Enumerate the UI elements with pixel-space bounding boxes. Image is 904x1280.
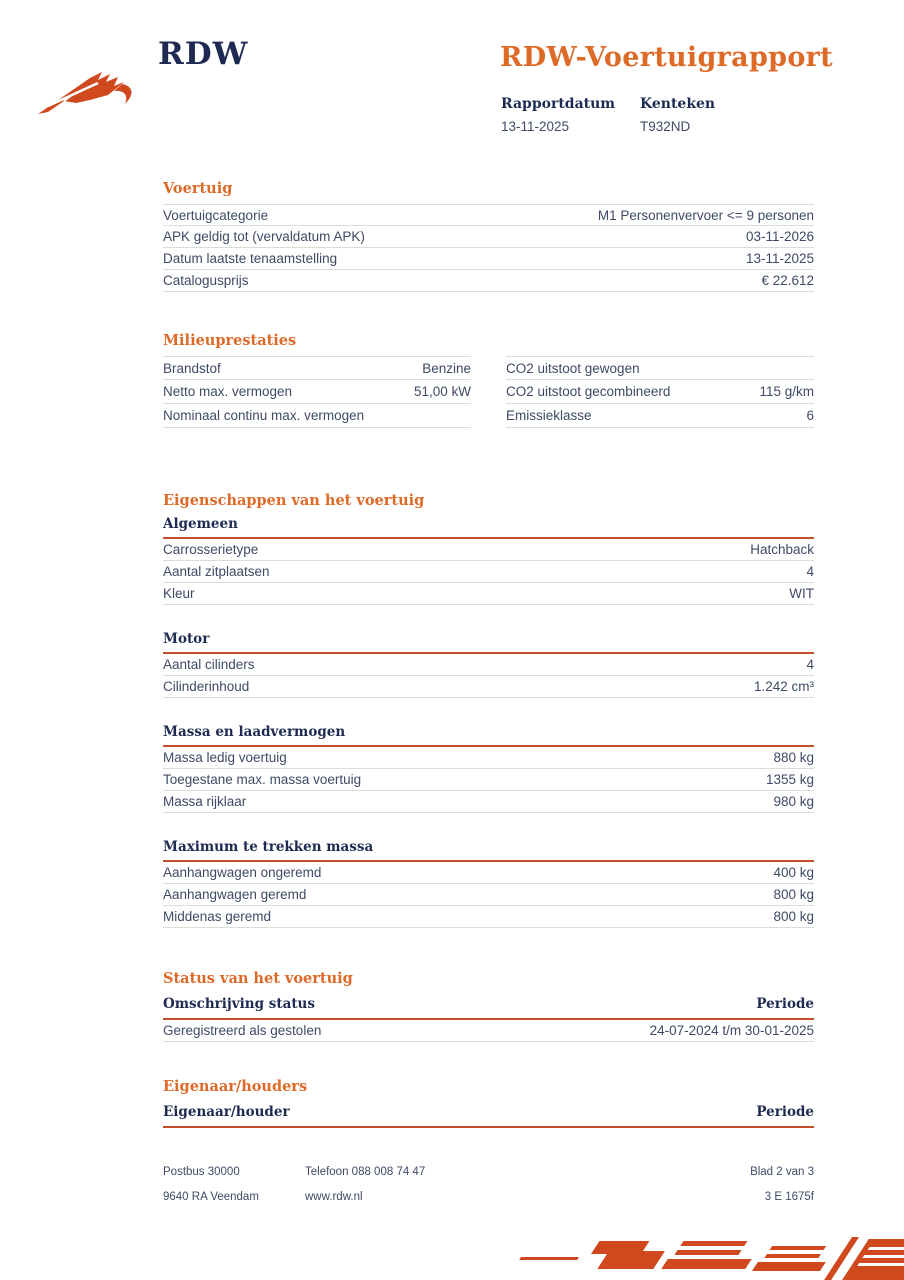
row-value: 51,00 kW	[413, 384, 471, 399]
section-title-voertuig: Voertuig	[163, 180, 233, 197]
row-label: Voertuigcategorie	[163, 207, 269, 223]
row-label: Carrosserietype	[163, 542, 259, 557]
row-value: € 22.612	[761, 273, 814, 288]
row-label: Geregistreerd als gestolen	[163, 1023, 322, 1038]
row-value: Hatchback	[750, 542, 814, 557]
subsection-title-motor: Motor	[163, 631, 814, 654]
subsection-algemeen	[163, 516, 814, 605]
section-title-milieuprestaties: Milieuprestaties	[163, 332, 297, 349]
report-content	[163, 180, 814, 1128]
row-value: 1355 kg	[765, 772, 814, 787]
subsection-massa	[163, 724, 814, 813]
row-label: Emissieklasse	[506, 408, 592, 423]
report-date-value: 13-11-2025	[501, 119, 570, 134]
license-plate-value: T932ND	[640, 119, 691, 134]
license-plate-label: Kenteken	[640, 96, 716, 112]
table-row	[163, 248, 814, 270]
table-row	[506, 380, 814, 404]
table-row	[506, 404, 814, 428]
row-value: 13-11-2025	[745, 251, 814, 266]
table-row	[163, 539, 814, 561]
report-date-label: Rapportdatum	[501, 96, 616, 112]
table-row	[163, 1020, 814, 1042]
table-row	[163, 270, 814, 292]
table-row	[163, 676, 814, 698]
row-label: Cilinderinhoud	[163, 679, 250, 694]
row-value: 115 g/km	[759, 384, 814, 399]
subsection-title-massa: Massa en laadvermogen	[163, 724, 814, 747]
table-row	[163, 906, 814, 928]
row-label: Massa rijklaar	[163, 794, 247, 809]
footer-website: www.rdw.nl	[305, 1191, 363, 1203]
column-gap	[471, 356, 506, 428]
page-title: RDW-Voertuigrapport	[500, 42, 833, 73]
row-label: CO2 uitstoot gewogen	[506, 360, 640, 376]
section-voertuig	[163, 180, 814, 292]
row-value: Benzine	[422, 360, 471, 376]
section-title-eigenaar: Eigenaar/houders	[163, 1078, 308, 1095]
report-meta	[501, 96, 779, 134]
row-value: 980 kg	[773, 794, 814, 809]
page-footer	[163, 1166, 814, 1203]
row-value: 880 kg	[773, 750, 814, 765]
row-label: APK geldig tot (vervaldatum APK)	[163, 229, 365, 244]
milieu-columns	[163, 356, 814, 428]
row-value: 1.242 cm³	[753, 679, 814, 694]
trekken-table	[163, 862, 814, 928]
milieu-left-column	[163, 356, 471, 428]
table-row	[163, 654, 814, 676]
row-label: Middenas geremd	[163, 909, 272, 924]
license-plate-block	[640, 96, 779, 134]
row-value: 800 kg	[773, 887, 814, 902]
voertuig-table	[163, 204, 814, 292]
row-label: CO2 uitstoot gecombineerd	[506, 384, 671, 399]
subsection-motor	[163, 631, 814, 698]
row-value: M1 Personenvervoer <= 9 personen	[597, 207, 814, 223]
table-row	[163, 226, 814, 248]
row-label: Kleur	[163, 586, 195, 601]
row-label: Toegestane max. massa voertuig	[163, 772, 362, 787]
table-row	[163, 862, 814, 884]
status-table-header	[163, 994, 814, 1020]
section-title-status: Status van het voertuig	[163, 970, 353, 987]
rdw-wing-logo-icon	[34, 48, 154, 120]
section-title-eigenschappen: Eigenschappen van het voertuig	[163, 492, 425, 509]
algemeen-table	[163, 539, 814, 605]
subsection-title-algemeen: Algemeen	[163, 516, 814, 539]
section-milieuprestaties	[163, 332, 814, 428]
status-table	[163, 1020, 814, 1042]
row-label: Brandstof	[163, 360, 221, 376]
row-label: Nominaal continu max. vermogen	[163, 408, 365, 423]
row-label: Aanhangwagen ongeremd	[163, 865, 322, 880]
table-row	[163, 884, 814, 906]
row-value: WIT	[789, 586, 814, 601]
column-header-periode: Periode	[756, 1104, 814, 1120]
section-eigenschappen	[163, 492, 814, 928]
row-label: Aanhangwagen geremd	[163, 887, 307, 902]
table-row	[163, 583, 814, 605]
eigenaar-table-header	[163, 1102, 814, 1128]
row-label: Catalogusprijs	[163, 273, 249, 288]
row-value: 03-11-2026	[745, 229, 814, 244]
table-row	[163, 380, 471, 404]
row-value: 6	[806, 408, 814, 423]
row-value: 4	[806, 564, 814, 579]
row-label: Netto max. vermogen	[163, 384, 293, 399]
footer-form-code: 3 E 1675f	[764, 1191, 814, 1203]
section-eigenaar	[163, 1078, 814, 1128]
table-row	[163, 356, 471, 380]
motor-table	[163, 654, 814, 698]
milieu-right-column	[506, 356, 814, 428]
row-value: 24-07-2024 t/m 30-01-2025	[649, 1023, 814, 1038]
rdw-speed-stripes-icon	[504, 1234, 904, 1280]
table-row	[163, 404, 471, 428]
footer-address-line2: 9640 RA Veendam	[163, 1191, 259, 1203]
row-value: 400 kg	[773, 865, 814, 880]
table-row	[163, 561, 814, 583]
subsection-title-trekken: Maximum te trekken massa	[163, 839, 814, 862]
footer-page-number: Blad 2 van 3	[750, 1166, 814, 1178]
row-label: Massa ledig voertuig	[163, 750, 287, 765]
section-status	[163, 970, 814, 1042]
subsection-trekken	[163, 839, 814, 928]
column-header-periode: Periode	[756, 996, 814, 1012]
rdw-logo-text: RDW	[158, 36, 249, 72]
table-row	[506, 356, 814, 380]
report-date-block	[501, 96, 640, 134]
column-header-eigenaar: Eigenaar/houder	[163, 1104, 290, 1120]
column-header-status: Omschrijving status	[163, 996, 315, 1012]
massa-table	[163, 747, 814, 813]
row-value: 4	[806, 657, 814, 672]
footer-address-line1: Postbus 30000	[163, 1166, 240, 1178]
footer-phone: Telefoon 088 008 74 47	[305, 1166, 426, 1178]
table-row	[163, 791, 814, 813]
row-label: Aantal cilinders	[163, 657, 255, 672]
row-label: Datum laatste tenaamstelling	[163, 251, 338, 266]
row-label: Aantal zitplaatsen	[163, 564, 270, 579]
row-value: 800 kg	[773, 909, 814, 924]
table-row	[163, 769, 814, 791]
table-row	[163, 747, 814, 769]
table-row	[163, 204, 814, 226]
